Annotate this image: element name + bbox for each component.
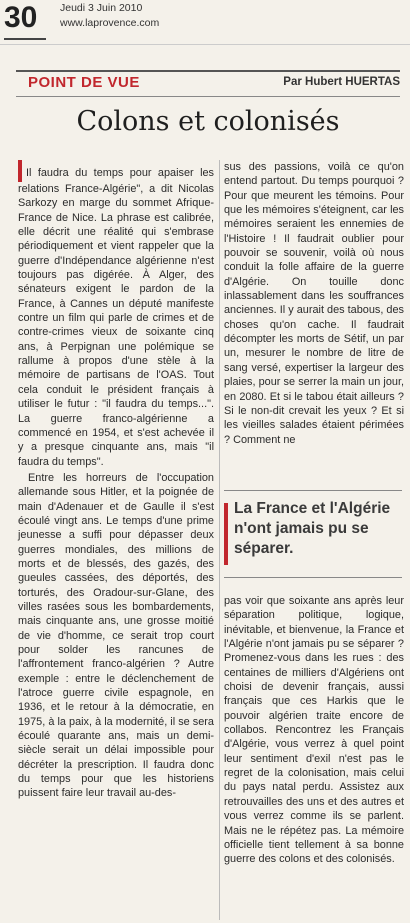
article-title: Colons et colonisés xyxy=(76,106,340,137)
pull-quote-text: La France et l'Algérie n'ont jamais pu se séparer. xyxy=(234,500,391,557)
divider xyxy=(16,96,400,97)
divider xyxy=(16,70,400,72)
pull-quote xyxy=(224,490,402,578)
column-divider xyxy=(219,160,220,920)
article-column-3 xyxy=(224,594,404,869)
issue-date: Jeudi 3 Juin 2010 xyxy=(60,2,143,14)
quote-accent-bar xyxy=(224,503,228,565)
paragraph: Entre les horreurs de l'occupation allemande sous Hitler, et la poignée de main d'Adenauer et de Gaulle il s'est écoulé vingt ans. Le temps d'une prime jeunesse a suffi pour dépasser deux guerres mondiales, des millions de morts et de blessés, des gazés, des gueules cassées, des déportés, des torturés, des Oradour-sur-Glane, des villes rasées sous les bombardements, mais cinquante ans, une grosse moitié de vie d'homme, ce serait trop court pour solder les rancunes de l'affrontement franco-algérien ? Autre exemple : entre le déclenchement de l'atroce guerre civile espagnole, en 1936, et le retour à la démocratie, en 1975, à la paix, à la modernité, il se sera écoulé quarante ans, mais un demi-siècle serait un délai impossible pour décréter la prescription. Il faudra donc du temps pour que les historiens puissent faire leur travail au-des- xyxy=(18,471,214,800)
website-link[interactable]: www.laprovence.com xyxy=(60,17,160,29)
article-column-1 xyxy=(18,160,214,803)
divider xyxy=(0,44,410,45)
section-rubric: POINT DE VUE xyxy=(28,74,140,91)
paragraph: Il faudra du temps pour apaiser les relations France-Algérie", a dit Nicolas Sarkozy en marge du sommet Afrique-France de Nice. La phrase est calibrée, elle décrit une réalité qui s'embrase périodiquement et vient rappeler que la guerre d'Indépendance algérienne n'est toujours pas digérée. À Alger, des sénateurs exigent le pardon de la France, à Cannes un député manifeste contre un film qui parle de crimes et de contre-crimes vieux de soixante cinq ans, à Perpignan une polémique se rallume à propos d'une stèle à la mémoire de partisans de l'OAS. Tout cela conduit le président français à utiliser le futur : "il faudra du temps...". La guerre franco-algérienne a commencé en 1954, et s'est achevée il y a presque cinquante ans, mais "il faudra du temps". xyxy=(18,160,214,469)
paragraph: pas voir que soixante ans après leur séparation politique, logique, inévitable, et bienvenue, la France et l'Algérie n'ont jamais pu se séparer ? Promenez-vous dans les rues : des centaines de milliers d'Algériens ont choisi de devenir français, aussi français que ces Harkis que le pouvoir algérien traite encore de collabos. Rencontrez les Français d'Algérie, vous verrez à quel point leur sentiment d'exil n'est pas le regret de la colonisation, mais celui du pays natal perdu. Assistez aux retrouvailles des uns et des autres et vous verrez comme ils se parlent. Mais ne le répétez pas. La mémoire officielle tient tellement à sa bonne guerre des colons et des colonisés. xyxy=(224,595,404,866)
article-column-2 xyxy=(224,160,404,449)
page-number: 30 xyxy=(4,1,38,34)
dropcap-marker xyxy=(18,160,22,182)
divider xyxy=(4,38,46,40)
author-byline: Par Hubert HUERTAS xyxy=(283,76,400,88)
paragraph: sus des passions, voilà ce qu'on entend partout. Du temps pourquoi ? Pour que meurent les témoins. Pour que les mémoires s'éteignent, car les mémoires seraient les ennemies de l'Histoire ! Il faudrait oublier pour pouvoir se souvenir, voilà où nous conduit la folle affaire de la guerre d'Algérie. On touille donc inlassablement dans les souffrances anciennes. Il y aurait des tabous, des choses qu'on cache. Il faudrait décompter les morts de Sétif, un par un, mesurer le nombre de litre de sang versé, expertiser la largeur des plaies, pour se serrer la main un jour, en 2080. Et si le tabou était ailleurs ? Si le non-dit crevait les yeux ? Et si les vieilles salades étaient périmées ? Comment ne xyxy=(224,161,404,446)
